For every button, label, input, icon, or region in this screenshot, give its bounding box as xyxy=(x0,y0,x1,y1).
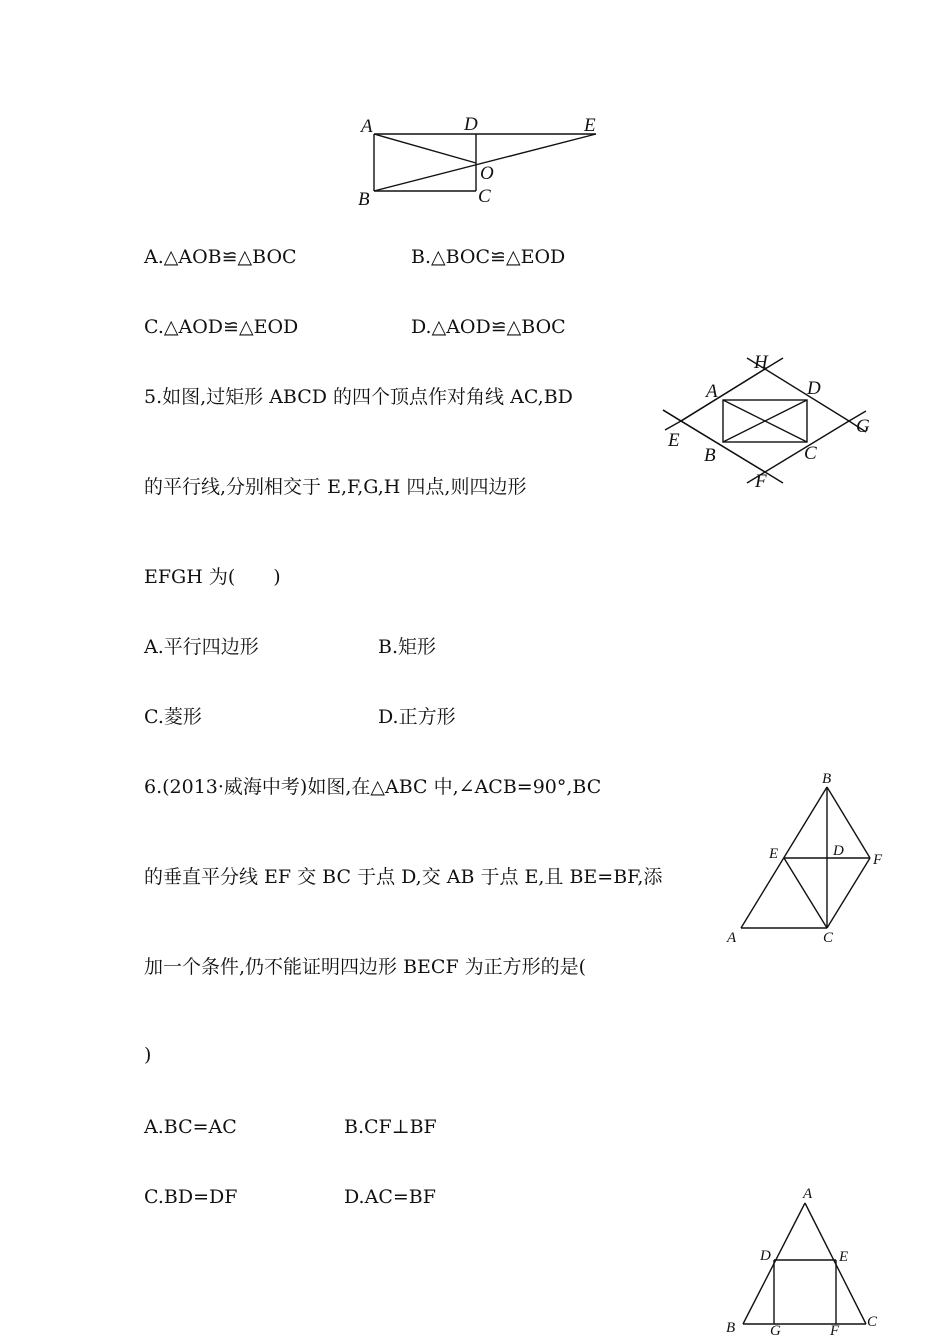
q5-option-c: C.菱形 xyxy=(144,706,202,728)
q4-option-a: A.△AOB≌△BOC xyxy=(144,246,297,268)
q4-option-c: C.△AOD≌△EOD xyxy=(144,316,299,338)
q6-option-c: C.BD=DF xyxy=(144,1186,238,1208)
figure3-label-e: E xyxy=(769,846,779,862)
q5-text-line1: 5.如图,过矩形 ABCD 的四个顶点作对角线 AC,BD xyxy=(144,386,573,408)
q5-option-a: A.平行四边形 xyxy=(144,636,259,658)
q5-option-b: B.矩形 xyxy=(378,636,437,658)
figure2-label-e: E xyxy=(668,430,680,451)
figure2-label-b: B xyxy=(704,445,716,466)
figure1-label-d: D xyxy=(464,114,478,135)
figure1-label-c: C xyxy=(478,186,491,207)
figure1-label-a: A xyxy=(361,116,373,137)
figure4-label-e: E xyxy=(839,1249,849,1265)
figure3-label-f: F xyxy=(873,852,883,868)
figure4-label-g: G xyxy=(770,1323,781,1339)
q6-text-line4: ) xyxy=(144,1044,152,1066)
q6-text-line3: 加一个条件,仍不能证明四边形 BECF 为正方形的是( xyxy=(144,956,587,978)
q6-option-a: A.BC=AC xyxy=(144,1116,237,1138)
figure4-label-c: C xyxy=(867,1314,878,1330)
q5-text-line3: EFGH 为( ) xyxy=(144,566,281,588)
figure2-label-g: G xyxy=(856,416,870,437)
figure2-label-d: D xyxy=(807,378,821,399)
figure3-label-c: C xyxy=(823,930,834,946)
figure1-label-e: E xyxy=(584,115,596,136)
q6-text-line2: 的垂直平分线 EF 交 BC 于点 D,交 AB 于点 E,且 BE=BF,添 xyxy=(144,866,663,888)
q4-option-b: B.△BOC≌△EOD xyxy=(411,246,566,268)
figure3-label-d: D xyxy=(833,843,844,859)
figure1-label-o: O xyxy=(480,163,494,184)
q5-text-line2: 的平行线,分别相交于 E,F,G,H 四点,则四边形 xyxy=(144,476,527,498)
figure3-label-b: B xyxy=(822,771,832,787)
figure4-label-f: F xyxy=(830,1323,840,1339)
figure4-label-d: D xyxy=(760,1248,771,1264)
figure2-label-a: A xyxy=(706,381,718,402)
q6-option-d: D.AC=BF xyxy=(344,1186,436,1208)
figure4-label-a: A xyxy=(803,1186,813,1202)
q4-option-d: D.△AOD≌△BOC xyxy=(411,316,566,338)
q5-option-d: D.正方形 xyxy=(378,706,456,728)
figure2-label-c: C xyxy=(804,443,817,464)
figure2-label-f: F xyxy=(755,471,767,492)
figure4-label-b: B xyxy=(726,1320,736,1336)
figure2-label-h: H xyxy=(754,352,768,373)
figure3-label-a: A xyxy=(727,930,737,946)
q6-text-line1: 6.(2013·威海中考)如图,在△ABC 中,∠ACB=90°,BC xyxy=(144,776,602,798)
q6-option-b: B.CF⊥BF xyxy=(344,1116,437,1138)
figure1-label-b: B xyxy=(358,189,370,210)
